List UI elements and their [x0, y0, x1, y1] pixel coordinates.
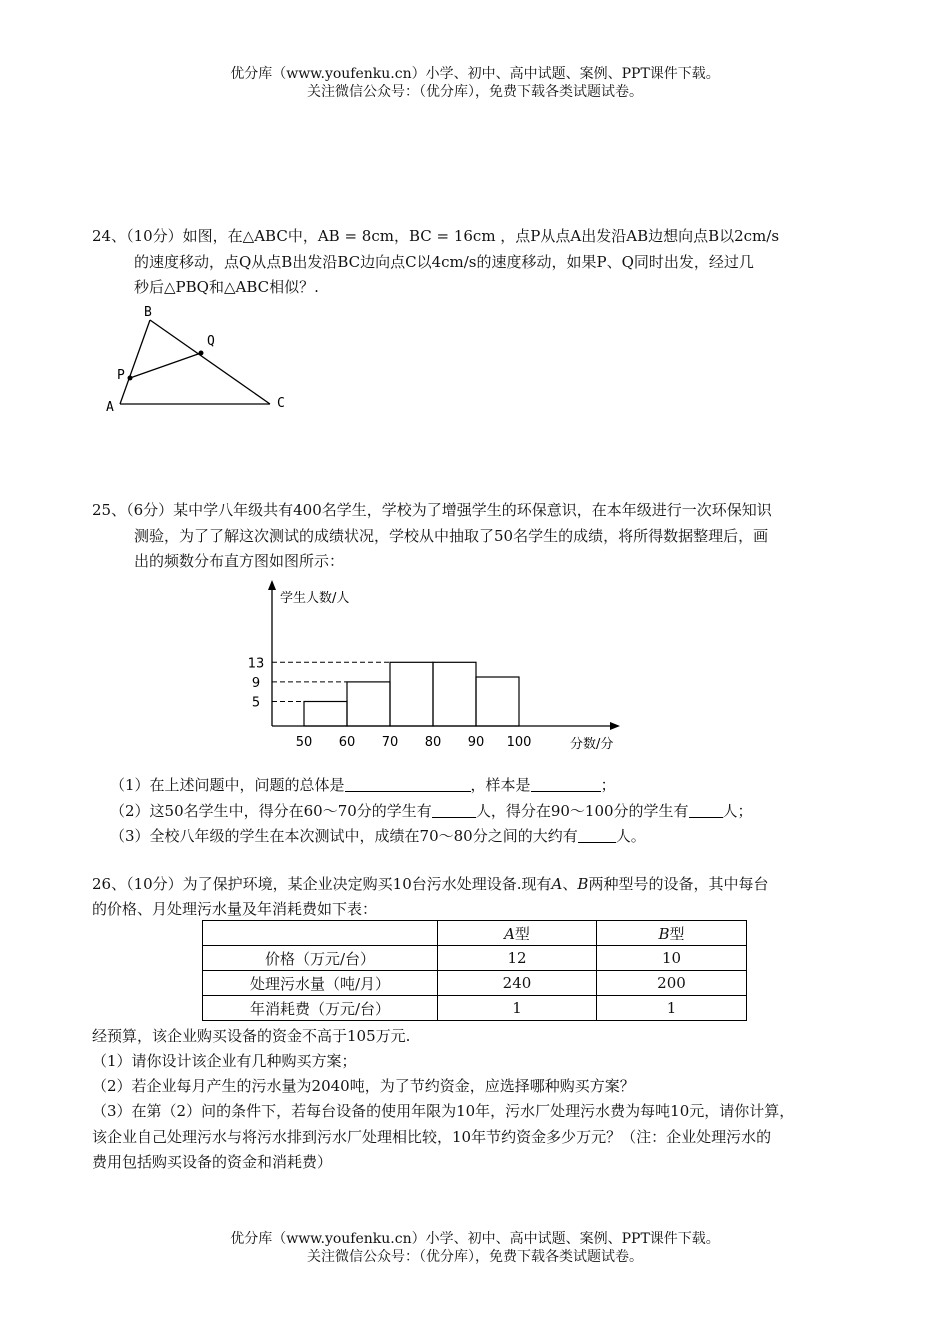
segment-pq — [130, 353, 201, 378]
table-cell-a: 1 — [438, 996, 597, 1021]
x-tick-label: 80 — [424, 735, 442, 750]
q26-type-a: A — [551, 875, 563, 893]
point-q — [199, 351, 204, 356]
table-cell-a: 240 — [438, 971, 597, 996]
q26-sub-1: （1）请你设计该企业有几种购买方案； — [92, 1052, 357, 1070]
header-line-1: 优分库（www.youfenku.cn）小学、初中、高中试题、案例、PPT课件下载。 — [230, 66, 720, 82]
answer-blank-90-100[interactable] — [689, 803, 723, 818]
q24-line-3: 秒后△PBQ和△ABC相似？. — [134, 278, 319, 296]
q25-sub-2 — [110, 801, 753, 821]
q26-line-1-text-a: 26、（10分）为了保护环境，某企业决定购买10台污水处理设备.现有 — [92, 875, 552, 893]
q26-type-b: B — [577, 875, 589, 893]
x-tick-label: 90 — [467, 735, 485, 750]
q25-sub-1-text-b: ，样本是 — [470, 776, 531, 794]
q25-sub-2-text-a: （2）这50名学生中，得分在60～70分的学生有 — [110, 802, 432, 820]
x-tick-label: 70 — [381, 735, 399, 750]
table-cell-b: 10 — [597, 946, 747, 971]
label-q: Q — [207, 334, 215, 349]
point-p — [128, 376, 133, 381]
q25-line-1: 25、（6分）某中学八年级共有400名学生，学校为了增强学生的环保意识，在本年级进行一次环保知识 — [92, 501, 772, 519]
table-header-a-letter: A — [504, 924, 515, 943]
table-row — [203, 996, 747, 1021]
table-header-row — [203, 921, 747, 946]
answer-blank-population[interactable] — [345, 777, 471, 792]
side-ab — [120, 320, 150, 404]
label-p: P — [117, 368, 125, 383]
histogram-bar — [347, 682, 390, 726]
histogram-bar — [390, 662, 433, 726]
q25-sub-3-text-b: 人。 — [615, 827, 646, 845]
y-tick-label: 9 — [251, 675, 261, 691]
footer-line-2: 关注微信公众号：（优分库），免费下载各类试题试卷。 — [307, 1249, 643, 1265]
q25-sub-1 — [110, 775, 616, 795]
table-header-b — [597, 921, 747, 946]
q26-budget: 经预算，该企业购买设备的资金不高于105万元. — [92, 1027, 411, 1045]
q25-sub-2-text-c: 人； — [722, 802, 753, 820]
q25-sub-3-text-a: （3）全校八年级的学生在本次测试中，成绩在70～80分之间的大约有 — [110, 827, 578, 845]
q26-sub-3-line-3: 费用包括购买设备的资金和消耗费） — [92, 1153, 333, 1171]
side-bc — [150, 320, 270, 404]
table-row-label: 处理污水量（吨/月） — [203, 971, 438, 996]
q25-sub-1-text-c: ； — [600, 776, 616, 794]
x-tick-label: 60 — [338, 735, 356, 750]
q26-line-2: 的价格、月处理污水量及年消耗费如下表： — [92, 900, 378, 918]
x-tick-label: 100 — [506, 735, 532, 750]
header-line-2: 关注微信公众号：（优分库），免费下载各类试题试卷。 — [307, 84, 643, 100]
q25-sub-2-text-b: 人，得分在90～100分的学生有 — [475, 802, 689, 820]
q26-separator: 、 — [562, 875, 578, 893]
q26-sub-3-line-1: （3）在第（2）问的条件下，若每台设备的使用年限为10年，污水厂处理污水费为每吨10元，请你计算， — [92, 1102, 795, 1120]
table-row-label: 价格（万元/台） — [203, 946, 438, 971]
label-a: A — [106, 400, 114, 415]
histogram-bar — [433, 662, 476, 726]
histogram-chart — [240, 576, 640, 756]
table-row — [203, 971, 747, 996]
table-header-a-suffix: 型 — [514, 924, 530, 943]
label-b: B — [144, 305, 152, 320]
y-axis-arrow — [268, 580, 276, 590]
q26-sub-3-line-2: 该企业自己处理污水与将污水排到污水厂处理相比较，10年节约资金多少万元？（注：企业处理污水的 — [92, 1128, 772, 1146]
y-tick-label: 13 — [247, 656, 265, 672]
table-header-a — [438, 921, 597, 946]
table-cell-b: 1 — [597, 996, 747, 1021]
q25-sub-1-text-a: （1）在上述问题中，问题的总体是 — [110, 776, 345, 794]
x-axis-arrow — [610, 722, 620, 730]
table-row — [203, 946, 747, 971]
triangle-figure — [100, 300, 300, 420]
table-cell-b: 200 — [597, 971, 747, 996]
q26-line-1-text-b: 两种型号的设备，其中每台 — [588, 875, 769, 893]
x-tick-label: 50 — [295, 735, 313, 750]
label-c: C — [277, 396, 285, 411]
answer-blank-60-70[interactable] — [432, 803, 476, 818]
q24-line-2: 的速度移动，点Q从点B出发沿BC边向点C以4cm/s的速度移动，如果P、Q同时出发，经过几 — [134, 253, 754, 271]
q25-sub-3 — [110, 826, 646, 846]
q25-line-3: 出的频数分布直方图如图所示： — [134, 552, 345, 570]
q26-line-1 — [92, 874, 768, 894]
q25-line-2: 测验，为了了解这次测试的成绩状况，学校从中抽取了50名学生的成绩，将所得数据整理后，画 — [134, 527, 769, 545]
table-cell-a: 12 — [438, 946, 597, 971]
histogram-bar — [476, 677, 519, 726]
table-header-b-letter: B — [658, 924, 670, 943]
y-axis-label: 学生人数/人 — [280, 591, 350, 606]
table-row-label: 年消耗费（万元/台） — [203, 996, 438, 1021]
table-header-b-suffix: 型 — [669, 924, 685, 943]
q24-line-1: 24、（10分）如图，在△ABC中，AB = 8cm，BC = 16cm ，点P从点A出发沿AB边想向点B以2cm/s — [92, 227, 780, 245]
histogram-bar — [304, 702, 347, 727]
x-axis-label: 分数/分 — [570, 737, 614, 752]
footer-line-1: 优分库（www.youfenku.cn）小学、初中、高中试题、案例、PPT课件下载。 — [230, 1231, 720, 1247]
answer-blank-sample[interactable] — [531, 777, 601, 792]
y-tick-label: 5 — [251, 695, 261, 711]
q26-sub-2: （2）若企业每月产生的污水量为2040吨，为了节约资金，应选择哪种购买方案？ — [92, 1077, 635, 1095]
equipment-table — [202, 920, 747, 1021]
table-corner-cell — [203, 921, 438, 946]
answer-blank-70-80[interactable] — [578, 828, 616, 843]
